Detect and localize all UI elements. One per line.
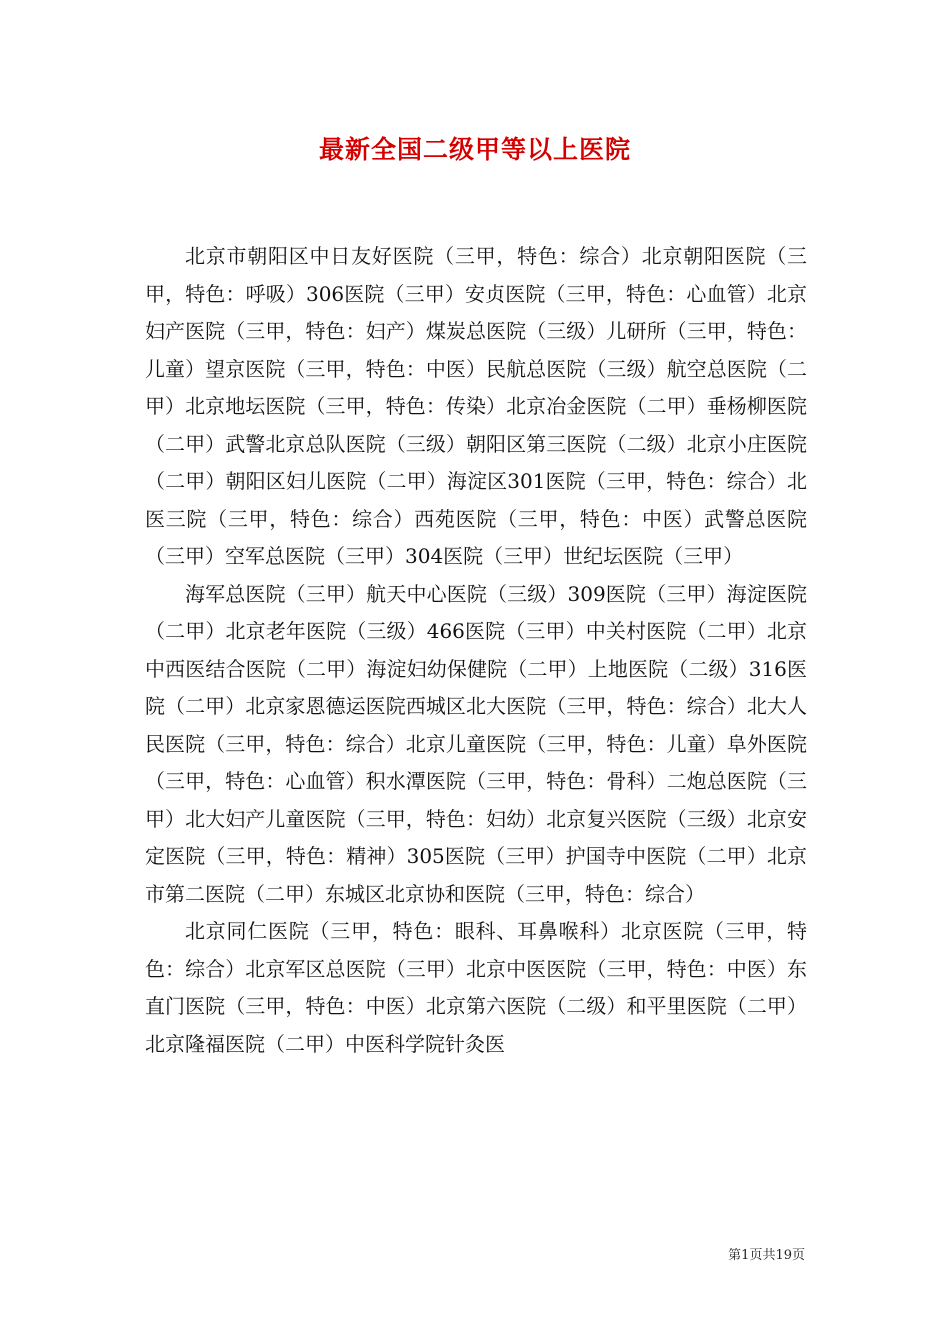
paragraph-3: 北京同仁医院（三甲，特色：眼科、耳鼻喉科）北京医院（三甲，特色：综合）北京军区总医院（三甲）北京中医医院（三甲，特色：中医）东直门医院（三甲，特色：中医）北京第六医院（二级）和平里医院（二甲）北京隆福医院（二甲）中医科学院针灸医	[145, 919, 807, 1056]
page-number-footer: 第1页共19页	[728, 1248, 805, 1263]
page-title: 最新全国二级甲等以上医院	[318, 135, 631, 164]
paragraph-2: 海军总医院（三甲）航天中心医院（三级）309医院（三甲）海淀医院（二甲）北京老年医院（三级）466医院（三甲）中关村医院（二甲）北京中西医结合医院（二甲）海淀妇幼保健院（二甲）上地医院（二级）316医院（二甲）北京家恩德运医院西城区北大医院（三甲，特色：综合）北大人民医院（三甲，特色：综合）北京儿童医院（三甲，特色：儿童）阜外医院（三甲，特色：心血管）积水潭医院（三甲，特色：骨科）二炮总医院（三甲）北大妇产儿童医院（三甲，特色：妇幼）北京复兴医院（三级）北京安定医院（三甲，特色：精神）305医院（三甲）护国寺中医院（二甲）北京市第二医院（二甲）东城区北京协和医院（三甲，特色：综合）	[145, 581, 807, 906]
document-body	[145, 238, 807, 1063]
paragraph-1: 北京市朝阳区中日友好医院（三甲，特色：综合）北京朝阳医院（三甲，特色：呼吸）306医院（三甲）安贞医院（三甲，特色：心血管）北京妇产医院（三甲，特色：妇产）煤炭总医院（三级）儿研所（三甲，特色：儿童）望京医院（三甲，特色：中医）民航总医院（三级）航空总医院（二甲）北京地坛医院（三甲，特色：传染）北京冶金医院（二甲）垂杨柳医院（二甲）武警北京总队医院（三级）朝阳区第三医院（二级）北京小庄医院（二甲）朝阳区妇儿医院（二甲）海淀区301医院（三甲，特色：综合）北医三院（三甲，特色：综合）西苑医院（三甲，特色：中医）武警总医院（三甲）空军总医院（三甲）304医院（三甲）世纪坛医院（三甲）	[145, 244, 807, 568]
